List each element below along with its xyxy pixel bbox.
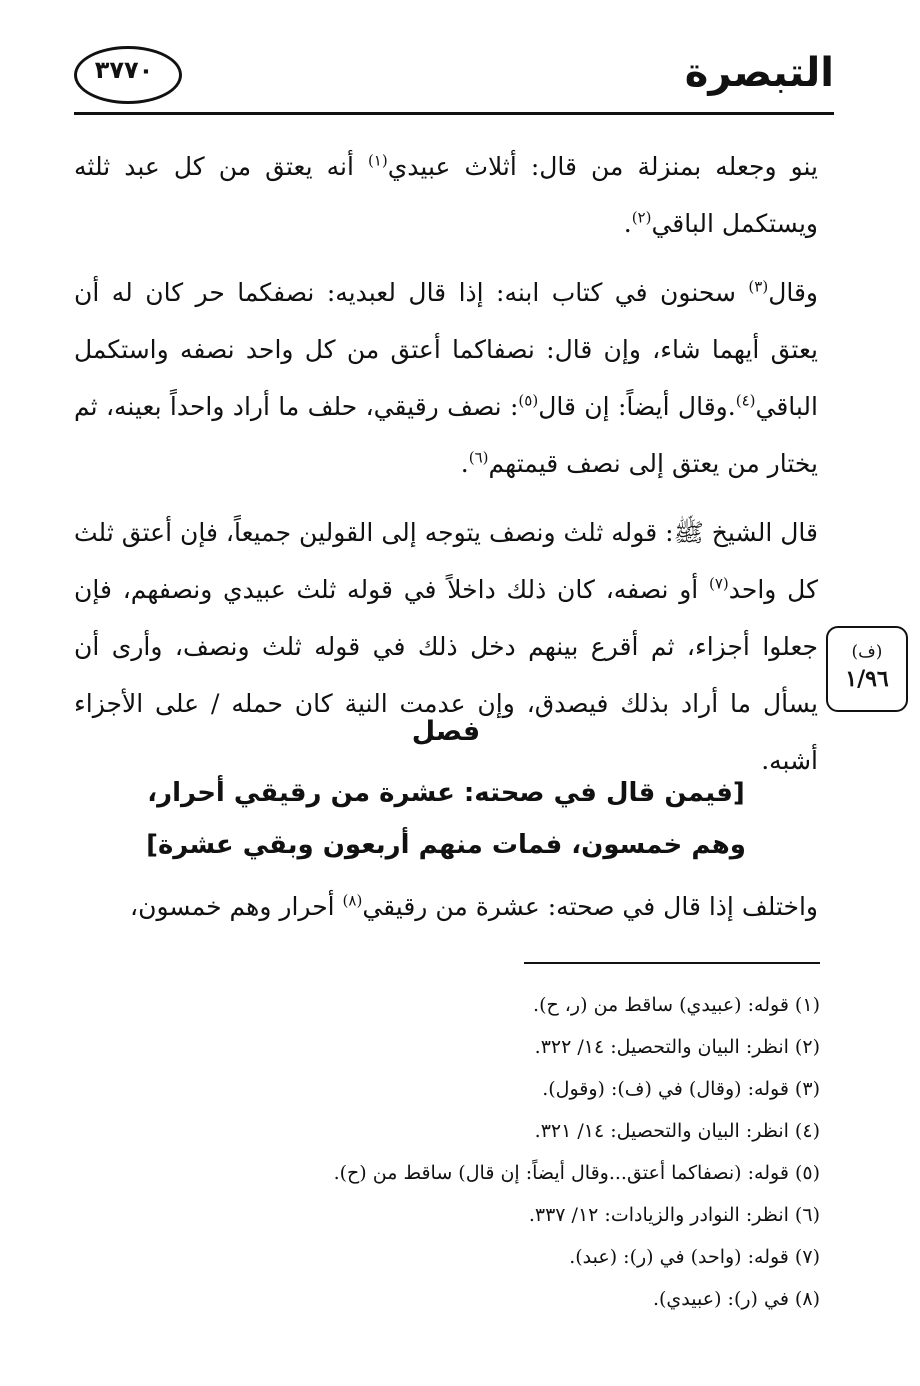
section-title: فصل — [411, 716, 481, 747]
page-number: ٣٧٧٠ — [94, 56, 154, 84]
paragraph-1: ينو وجعله بمنزلة من قال: أثلاث عبيدي$^{(١)}$ أنه يعتق من كل عبد ثلثه ويستكمل الباقي$^{(٢)}$. — [74, 151, 818, 238]
paragraph-2: وقال$^{(٣)}$ سحنون في كتاب ابنه: إذا قال لعبديه: نصفكما حر كان له أن يعتق أيهما شاء، وإن قال: نصفاكما أعتق من كل واحد نصفه واستكمل الباقي$^{(٤)}$.وقال أيضاً: إن قال$^{(٥)}$: نصف رقيقي، حلف ما أراد واحداً بعينه، ثم يختار من يعتق إلى نصف قيمتهم$^{(٦)}$. — [74, 277, 818, 478]
footnote-ref-5: (٥) — [518, 391, 539, 410]
paragraph-3: قال الشيخ ﷺ: قوله ثلث ونصف يتوجه إلى القولين جميعاً، فإن أعتق ثلث كل واحد$^{(٧)}$ أو نصفه، كان ذلك داخلاً في قوله ثلث عبيدي ونصفهم، فإن جعلوا أجزاء، ثم أقرع بينهم دخل ذلك في قوله ثلث ونصف، وأرى أن يسأل ما أراد بذلك فيصدق، وإن عدمت النية كان حمله / على الأجزاء أشبه. — [74, 518, 818, 775]
margin-note-siglum: (ف) — [851, 642, 883, 662]
page-header — [74, 40, 834, 122]
footnote-4: (٤) انظر: البيان والتحصيل: ١٤/ ٣٢١. — [534, 1120, 820, 1142]
footnote-5: (٥) قوله: (نصفاكما أعتق...وقال أيضاً: إن قال) ساقط من (ح). — [333, 1162, 820, 1184]
footnote-6: (٦) انظر: النوادر والزيادات: ١٢/ ٣٣٧. — [528, 1204, 820, 1226]
footnotes — [74, 984, 820, 1320]
footnote-ref-7: (٧) — [709, 574, 729, 593]
footnote-ref-8: (٨) — [342, 891, 363, 910]
footnote-1: (١) قوله: (عبيدي) ساقط من (ر، ح). — [533, 994, 820, 1016]
footnote-ref-6: (٦) — [468, 448, 489, 467]
footnote-ref-1: (١) — [367, 151, 388, 170]
footnote-ref-4: (٤) — [735, 391, 756, 410]
footnote-8: (٨) في (ر): (عبيدي). — [652, 1288, 820, 1310]
manuscript-margin-note — [826, 626, 908, 712]
footnote-separator — [524, 962, 820, 964]
section-subheading-line-2: وهم خمسون، فمات منهم أربعون وبقي عشرة] — [146, 830, 746, 860]
footnote-2: (٢) انظر: البيان والتحصيل: ١٤/ ٣٢٢. — [534, 1036, 820, 1058]
footnote-7: (٧) قوله: (واحد) في (ر): (عبد). — [569, 1246, 820, 1268]
header-rule — [74, 112, 834, 115]
footnote-3: (٣) قوله: (وقال) في (ف): (وقول). — [542, 1078, 820, 1100]
footnote-ref-2: (٢) — [631, 208, 652, 227]
main-text — [74, 138, 818, 801]
section-subheading-line-1: [فيمن قال في صحته: عشرة من رقيقي أحرار، — [147, 778, 745, 808]
margin-note-folio: ١/٩٦ — [845, 666, 889, 692]
footnote-ref-3: (٣) — [748, 277, 769, 296]
book-title-logo: التبصرة — [684, 50, 834, 96]
paragraph-4: واختلف إذا قال في صحته: عشرة من رقيقي$^{(٨)}$ أحرار وهم خمسون، — [130, 891, 818, 921]
